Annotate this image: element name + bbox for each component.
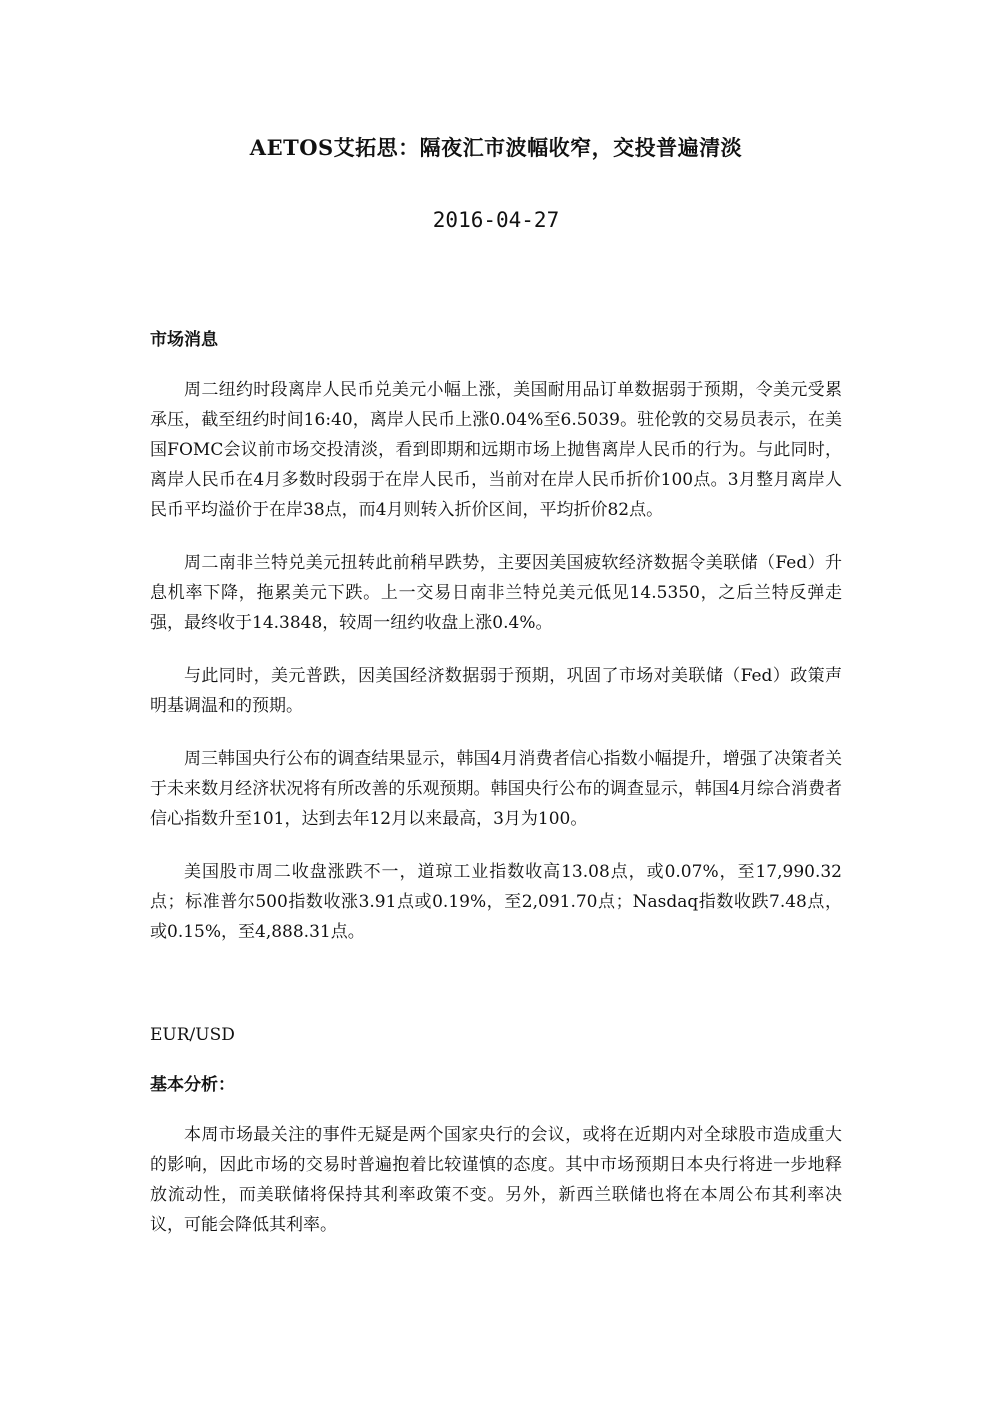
currency-pair-label: EUR/USD <box>150 1025 235 1045</box>
document-title: AETOS艾拓思：隔夜汇市波幅收窄，交投普遍清淡 <box>249 135 743 160</box>
news-paragraph-2: 周二南非兰特兑美元扭转此前稍早跌势，主要因美国疲软经济数据令美联储（Fed）升息机率下降，拖累美元下跌。上一交易日南非兰特兑美元低见14.5350，之后兰特反弹走强，最终收于14.3848，较周一纽约收盘上涨0.4%。 <box>150 553 842 633</box>
news-paragraph-5: 美国股市周二收盘涨跌不一，道琼工业指数收高13.08点，或0.07%，至17,990.32点；标准普尔500指数收涨3.91点或0.19%，至2,091.70点；Nasdaq指数收跌7.48点，或0.15%，至4,888.31点。 <box>150 862 842 942</box>
news-paragraph-3: 与此同时，美元普跌，因美国经济数据弱于预期，巩固了市场对美联储（Fed）政策声明基调温和的预期。 <box>150 666 842 716</box>
document-date: 2016-04-27 <box>432 208 560 232</box>
section-heading-market-news: 市场消息 <box>150 330 218 350</box>
section-heading-fundamental-analysis: 基本分析： <box>150 1075 235 1095</box>
analysis-paragraph-1: 本周市场最关注的事件无疑是两个国家央行的会议，或将在近期内对全球股市造成重大的影响，因此市场的交易时普遍抱着比较谨慎的态度。其中市场预期日本央行将进一步地释放流动性，而美联储将保持其利率政策不变。另外，新西兰联储也将在本周公布其利率决议，可能会降低其利率。 <box>150 1125 842 1235</box>
document-body <box>150 325 842 1240</box>
news-paragraph-1: 周二纽约时段离岸人民币兑美元小幅上涨，美国耐用品订单数据弱于预期，令美元受累承压，截至纽约时间16:40，离岸人民币上涨0.04%至6.5039。驻伦敦的交易员表示，在美国FOMC会议前市场交投清淡，看到即期和远期市场上抛售离岸人民币的行为。与此同时，离岸人民币在4月多数时段弱于在岸人民币，当前对在岸人民币折价100点。3月整月离岸人民币平均溢价于在岸38点，而4月则转入折价区间，平均折价82点。 <box>150 380 842 520</box>
news-paragraph-4: 周三韩国央行公布的调查结果显示，韩国4月消费者信心指数小幅提升，增强了决策者关于未来数月经济状况将有所改善的乐观预期。韩国央行公布的调查显示，韩国4月综合消费者信心指数升至101，达到去年12月以来最高，3月为100。 <box>150 749 842 829</box>
